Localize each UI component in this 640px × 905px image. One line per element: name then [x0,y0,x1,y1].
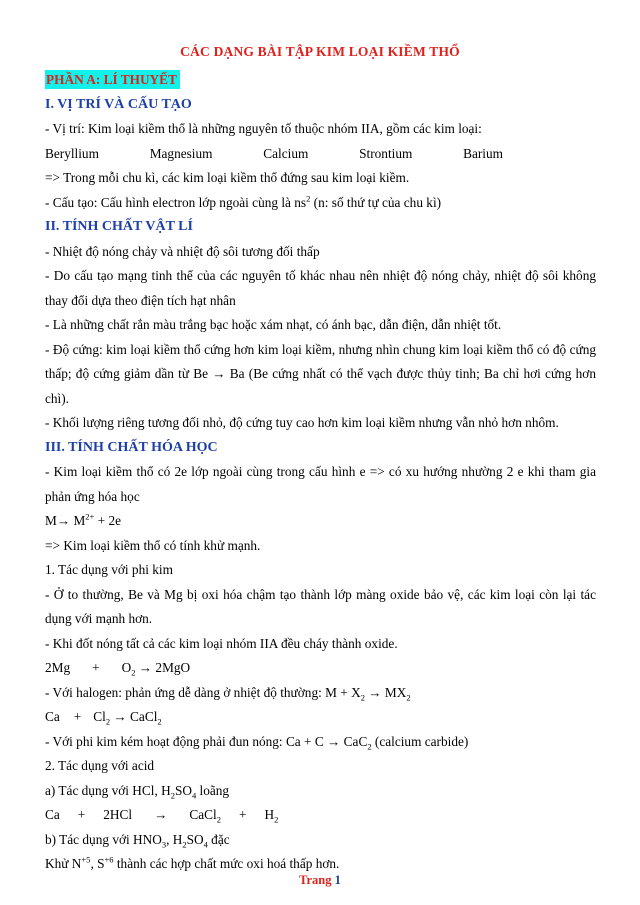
halogen-paragraph: - Với halogen: phản ứng dễ dàng ở nhiệt độ thường: $M + X_2 \to MX_2$ [45,684,411,703]
position-paragraph: - Vị trí: Kim loại kiềm thổ là những nguyên tố thuộc nhóm IIA, gồm các kim loại: [45,121,482,136]
section-2-heading: II. TÍNH CHẤT VẬT LÍ [45,219,193,234]
crystal-structure-paragraph: - Do cấu tạo mạng tinh thể của các nguyên tố khác nhau nên nhiệt độ nóng chảy, nhiệt độ sôi không thay đổi dựa theo điện tích hạt nhân [45,268,596,308]
page-number: 1 [334,873,341,887]
oxide-layer-paragraph: - Ở to thường, Be và Mg bị oxi hóa chậm tạo thành lớp màng oxide bảo vệ, các kim loại còn lại tác dụng với mạnh hơn. [45,586,596,626]
structure-paragraph: - Cấu tạo: Cấu hình electron lớp ngoài cùng là $ns^2$ (n: số thứ tự của chu kì) [45,193,442,210]
metal-list [45,142,596,167]
concentrated-acid-paragraph: b) Tác dụng với $HNO_3$, $H_2SO_4$ đặc [45,831,230,850]
mgo-equation: $2Mg + O_2 \to 2MgO$ [45,660,191,678]
dilute-acid-paragraph: a) Tác dụng với HCl, $H_2SO_4$ loãng [45,782,230,801]
cacl2-equation: $Ca + Cl_2$ → CaCl$_2$ [45,709,162,727]
section-3-heading: III. TÍNH CHẤT HÓA HỌC [45,439,218,455]
page-label: Trang [299,873,332,887]
part-a-heading: PHẦN A: LÍ THUYẾT [45,70,180,89]
section-1-heading: I. VỊ TRÍ VÀ CẤU TẠO [45,96,192,112]
hardness-paragraph: - Độ cứng: kim loại kiềm thổ cứng hơn kim loại kiềm, nhưng nhìn chung kim loại kiềm thổ có độ cứng thấp; độ cứng giảm dần từ Be → Ba (Be cứng nhất có thể vạch được thủy tinh; Ba chỉ hơi cứng hơn chì). [45,341,596,406]
hcl-equation: Ca + 2HCl → CaCl$_2$ + $H_2$ [45,807,279,825]
reducing-note: => Kim loại kiềm thổ có tính khử mạnh. [45,537,261,553]
density-paragraph: - Khối lượng riêng tương đối nhỏ, độ cứng tuy cao hơn kim loại kiềm nhưng vẫn nhỏ hơn nhôm. [45,415,559,430]
subsection-nonmetal: 1. Tác dụng với phi kim [45,562,173,577]
appearance-paragraph: - Là những chất rắn màu trắng bạc hoặc xám nhạt, có ánh bạc, dẫn điện, dẫn nhiệt tốt. [45,317,502,332]
metal-item: Beryllium [45,145,99,161]
melting-point-paragraph: - Nhiệt độ nóng chảy và nhiệt độ sôi tương đối thấp [45,243,320,259]
page-title: CÁC DẠNG BÀI TẬP KIM LOẠI KIỀM THỔ [180,44,460,59]
burning-paragraph: - Khi đốt nóng tất cả các kim loại nhóm IIA đều cháy thành oxide. [45,635,398,651]
reduction-paragraph: Khử $N^{+5}$, $S^{+6}$ thành các hợp chất mức oxi hoá thấp hơn. [45,854,340,871]
document-body [45,68,596,877]
page-footer [0,873,640,888]
metal-item: Calcium [263,145,309,161]
metal-item: Magnesium [149,145,213,161]
electron-paragraph: - Kim loại kiềm thổ có 2e lớp ngoài cùng trong cấu hình e => có xu hướng nhường 2 e khi tham gia phản ứng hóa học [45,464,596,504]
subsection-acid: 2. Tác dụng với acid [45,758,155,773]
part-a-heading-line [45,68,596,93]
carbide-paragraph: - Với phi kim kém hoạt động phải đun nóng: Ca + C → CaC$_2$ (calcium carbide) [45,733,469,752]
period-note: => Trong mỗi chu kì, các kim loại kiềm thổ đứng sau kim loại kiềm. [45,170,410,185]
oxidation-equation: $M\to M^{2+} + 2e$ [45,511,122,528]
metal-item: Barium [463,145,503,161]
metal-item: Strontium [359,145,413,161]
